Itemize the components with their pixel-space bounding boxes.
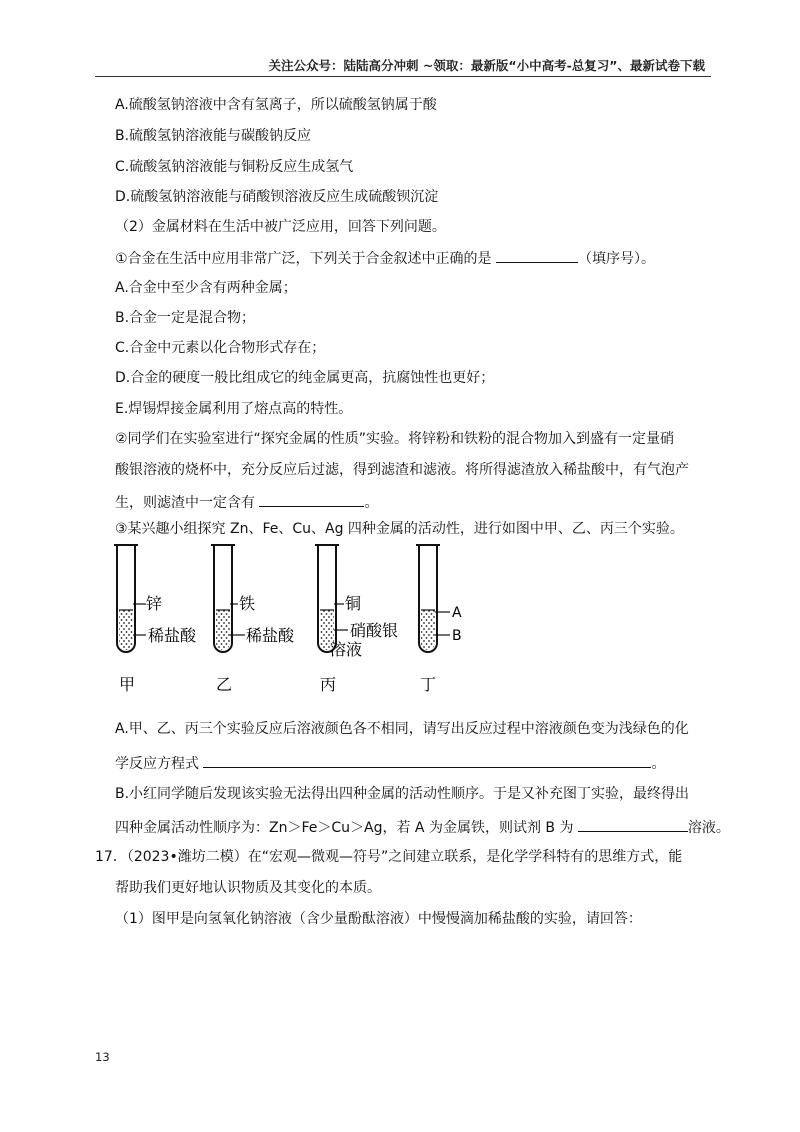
solution-label-bing-2: 溶液 bbox=[330, 640, 363, 659]
test-tube-figure bbox=[100, 540, 520, 695]
part-a-line-2 bbox=[115, 752, 665, 774]
alloy-option-a: A.合金中至少含有两种金属； bbox=[115, 280, 297, 296]
header-divider bbox=[95, 76, 711, 77]
question-2-line-1: ②同学们在实验室进行“探究金属的性质”实验。将锌粉和铁粉的混合物加入到盛有一定量硝 bbox=[115, 431, 675, 447]
part-a-suffix: 。 bbox=[651, 756, 666, 772]
alloy-option-b: B.合金一定是混合物； bbox=[115, 310, 256, 326]
part2-intro: （2）金属材料在生活中被广泛应用，回答下列问题。 bbox=[115, 219, 446, 235]
caption-jia: 甲 bbox=[119, 675, 136, 694]
test-tube-jia bbox=[114, 545, 197, 694]
metal-label-copper: 铜 bbox=[345, 594, 362, 613]
answer-blank-reagent-b[interactable] bbox=[578, 816, 688, 832]
test-tube-ding bbox=[416, 545, 462, 694]
question-1-text: ①合金在生活中应用非常广泛，下列关于合金叙述中正确的是 bbox=[115, 251, 496, 267]
alloy-option-c: C.合金中元素以化合物形式存在； bbox=[115, 340, 326, 356]
caption-ding: 丁 bbox=[420, 675, 437, 694]
option-b: B.硫酸氢钠溶液能与碳酸钠反应 bbox=[115, 128, 312, 144]
page-number: 13 bbox=[95, 1050, 110, 1064]
label-b: B bbox=[452, 628, 462, 644]
test-tube-bing bbox=[315, 545, 398, 694]
solution-label-bing-1: 硝酸银 bbox=[350, 621, 399, 640]
answer-blank-equation[interactable] bbox=[203, 752, 651, 768]
question-17-line-2: 帮助我们更好地认识物质及其变化的本质。 bbox=[115, 880, 381, 896]
question-17-line-3: （1）图甲是向氢氧化钠溶液（含少量酚酞溶液）中慢慢滴加稀盐酸的实验，请回答： bbox=[115, 911, 642, 927]
question-2-line-2: 酸银溶液的烧杯中，充分反应后过滤，得到滤渣和滤液。将所得滤渣放入稀盐酸中，有气泡产 bbox=[115, 462, 689, 478]
label-a: A bbox=[452, 605, 462, 621]
test-tube-yi bbox=[211, 545, 295, 694]
part-b-suffix: 溶液。 bbox=[687, 820, 730, 836]
option-d: D.硫酸氢钠溶液能与硝酸钡溶液反应生成硫酸钡沉淀 bbox=[115, 189, 439, 205]
metal-label-iron: 铁 bbox=[239, 594, 256, 613]
option-c: C.硫酸氢钠溶液能与铜粉反应生成氢气 bbox=[115, 159, 354, 175]
alloy-option-d: D.合金的硬度一般比组成它的纯金属更高，抗腐蚀性也更好； bbox=[115, 370, 495, 386]
question-1 bbox=[115, 247, 655, 269]
metal-label-zinc: 锌 bbox=[146, 594, 163, 613]
question-17-line-1: 17．（2023•潍坊二模）在“宏观—微观—符号”之间建立联系，是化学学科特有的思维方式，能 bbox=[95, 849, 683, 865]
caption-yi: 乙 bbox=[216, 675, 233, 694]
page-header: 关注公众号：陆陆高分冲刺 ~领取：最新版“小中高考-总复习”、最新试卷下载 bbox=[268, 58, 705, 73]
alloy-option-e: E.焊锡焊接金属利用了熔点高的特性。 bbox=[115, 401, 353, 417]
option-a: A.硫酸氢钠溶液中含有氢离子，所以硫酸氢钠属于酸 bbox=[115, 97, 437, 113]
part-b-line-1: B.小红同学随后发现该实验无法得出四种金属的活动性顺序。于是又补充图丁实验，最终得出 bbox=[115, 786, 690, 802]
solution-label-yi: 稀盐酸 bbox=[246, 626, 295, 645]
caption-bing: 丙 bbox=[320, 675, 337, 694]
question-2-suffix: 。 bbox=[364, 495, 379, 511]
part-b-text: 四种金属活动性顺序为：Zn＞Fe＞Cu＞Ag，若 A 为金属铁，则试剂 B 为 bbox=[115, 820, 578, 836]
part-a-text: 学反应方程式 bbox=[115, 756, 204, 772]
question-3: ③某兴趣小组探究 Zn、Fe、Cu、Ag 四种金属的活动性，进行如图中甲、乙、丙三个实验。 bbox=[115, 521, 684, 537]
solution-label-jia: 稀盐酸 bbox=[148, 626, 197, 645]
question-2-line-3 bbox=[115, 491, 378, 513]
question-2-text: 生，则滤渣中一定含有 bbox=[115, 495, 260, 511]
answer-blank-2[interactable] bbox=[259, 491, 364, 507]
part-a-line-1: A.甲、乙、丙三个实验反应后溶液颜色各不相同，请写出反应过程中溶液颜色变为浅绿色的化 bbox=[115, 721, 689, 737]
answer-blank-1[interactable] bbox=[496, 247, 578, 263]
question-1-suffix: （填序号）。 bbox=[578, 251, 655, 267]
part-b-line-2 bbox=[115, 816, 730, 838]
